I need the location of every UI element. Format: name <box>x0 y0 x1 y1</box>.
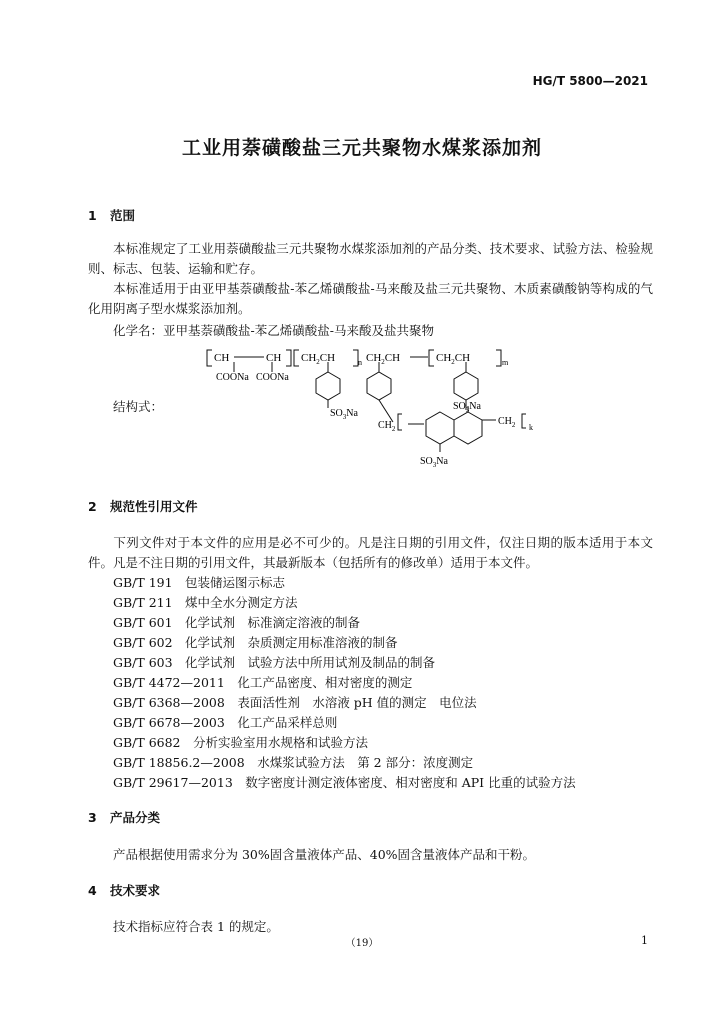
bracket-close-3 <box>496 350 501 366</box>
bracket-close-1 <box>286 350 291 366</box>
reference-item: GB/T 601 化学试剂 标准滴定溶液的制备 <box>113 615 361 630</box>
section-number: 1 <box>88 208 97 223</box>
formula-ch-1: CH <box>214 352 230 364</box>
page-mark: （19） <box>345 938 379 949</box>
structure-label: 结构式： <box>113 399 164 414</box>
benzene-ring-3 <box>454 372 478 400</box>
reference-item: GB/T 6368—2008 表面活性剂 水溶液 pH 值的测定 电位法 <box>113 695 477 710</box>
page-number: 1 <box>641 934 648 947</box>
formula-so3na-3: $SO_3Na$ <box>420 456 448 469</box>
section-title: 规范性引用文件 <box>110 499 198 514</box>
reference-item: GB/T 603 化学试剂 试验方法中所用试剂及制品的制备 <box>113 655 436 670</box>
section-title: 产品分类 <box>110 810 161 825</box>
standard-code: HG/T 5800—2021 <box>532 74 648 88</box>
paragraph-text: 本标准适用于由亚甲基萘磺酸盐-苯乙烯磺酸盐-马来酸及盐三元共聚物、木质素磺酸钠等构成的气化用阴离子型水煤浆添加剂。 <box>88 281 653 316</box>
section-1-heading <box>88 206 135 224</box>
subscript-k: k <box>529 423 533 432</box>
bond <box>379 400 393 422</box>
subscript-n: n <box>358 358 362 367</box>
paragraph-text: 下列文件对于本文件的应用是必不可少的。凡是注日期的引用文件，仅注日期的版本适用于本文件。凡是不注日期的引用文件，其最新版本（包括所有的修改单）适用于本文件。 <box>88 535 653 570</box>
product-classification-text: 产品根据使用需求分为 30%固含量液体产品、40%固含量液体产品和干粉。 <box>113 847 536 862</box>
technical-requirements-text: 技术指标应符合表 1 的规定。 <box>113 919 279 934</box>
section-4-heading <box>88 881 160 899</box>
bracket-open-4 <box>398 414 402 430</box>
paragraph-text: 本标准规定了工业用萘磺酸盐三元共聚物水煤浆添加剂的产品分类、技术要求、试验方法、检验规则、标志、包装、运输和贮存。 <box>88 241 653 276</box>
reference-item: GB/T 211 煤中全水分测定方法 <box>113 595 298 610</box>
formula-mid-ch2: $CH_2CH$ <box>366 352 401 366</box>
naphthalene-ring-b <box>454 412 482 444</box>
section-title: 技术要求 <box>110 883 161 898</box>
benzene-ring-2 <box>367 372 391 400</box>
section-number: 2 <box>88 499 97 514</box>
reference-item: GB/T 18856.2—2008 水煤浆试验方法 第 2 部分：浓度测定 <box>113 755 474 770</box>
bracket-open-1 <box>207 350 212 366</box>
scope-paragraph-2 <box>88 279 653 319</box>
structural-formula <box>196 340 666 470</box>
section-number: 3 <box>88 810 97 825</box>
formula-so3na-2: $SO_3Na$ <box>453 401 481 414</box>
section-title: 范围 <box>110 208 136 223</box>
naphthalene-ring-a <box>426 412 454 444</box>
formula-coona-1: COONa <box>216 372 249 383</box>
formula-bridge-ch2: $CH_2$ <box>378 420 396 433</box>
reference-item: GB/T 4472—2011 化工产品密度、相对密度的测定 <box>113 675 413 690</box>
scope-paragraph-1 <box>88 239 653 279</box>
document-title: 工业用萘磺酸盐三元共聚物水煤浆添加剂 <box>181 137 542 159</box>
formula-ch2ch: $CH_2CH$ <box>301 352 336 366</box>
references-intro <box>88 533 653 573</box>
reference-item: GB/T 6682 分析实验室用水规格和试验方法 <box>113 735 369 750</box>
reference-item: GB/T 29617—2013 数字密度计测定液体密度、相对密度和 API 比重的试验方法 <box>113 775 576 790</box>
chemical-name: 化学名：亚甲基萘磺酸盐-苯乙烯磺酸盐-马来酸及盐共聚物 <box>113 323 434 338</box>
bracket-open-2 <box>294 350 299 366</box>
section-number: 4 <box>88 883 97 898</box>
section-2-heading <box>88 497 198 515</box>
benzene-ring-1 <box>316 372 340 400</box>
formula-right-ch2: $CH_2$ <box>498 416 516 429</box>
formula-ch-2: CH <box>266 352 282 364</box>
section-3-heading <box>88 808 160 826</box>
bracket-open-3 <box>429 350 434 366</box>
formula-so3na-1: $SO_3Na$ <box>330 408 358 421</box>
formula-coona-2: COONa <box>256 372 289 383</box>
bracket-close-4 <box>522 414 526 428</box>
reference-item: GB/T 191 包装储运图示标志 <box>113 575 286 590</box>
structural-formula-svg <box>196 340 666 470</box>
reference-item: GB/T 602 化学试剂 杂质测定用标准溶液的制备 <box>113 635 398 650</box>
subscript-m: m <box>502 358 509 367</box>
reference-item: GB/T 6678—2003 化工产品采样总则 <box>113 715 338 730</box>
formula-last: $CH_2CH$ <box>436 352 471 366</box>
